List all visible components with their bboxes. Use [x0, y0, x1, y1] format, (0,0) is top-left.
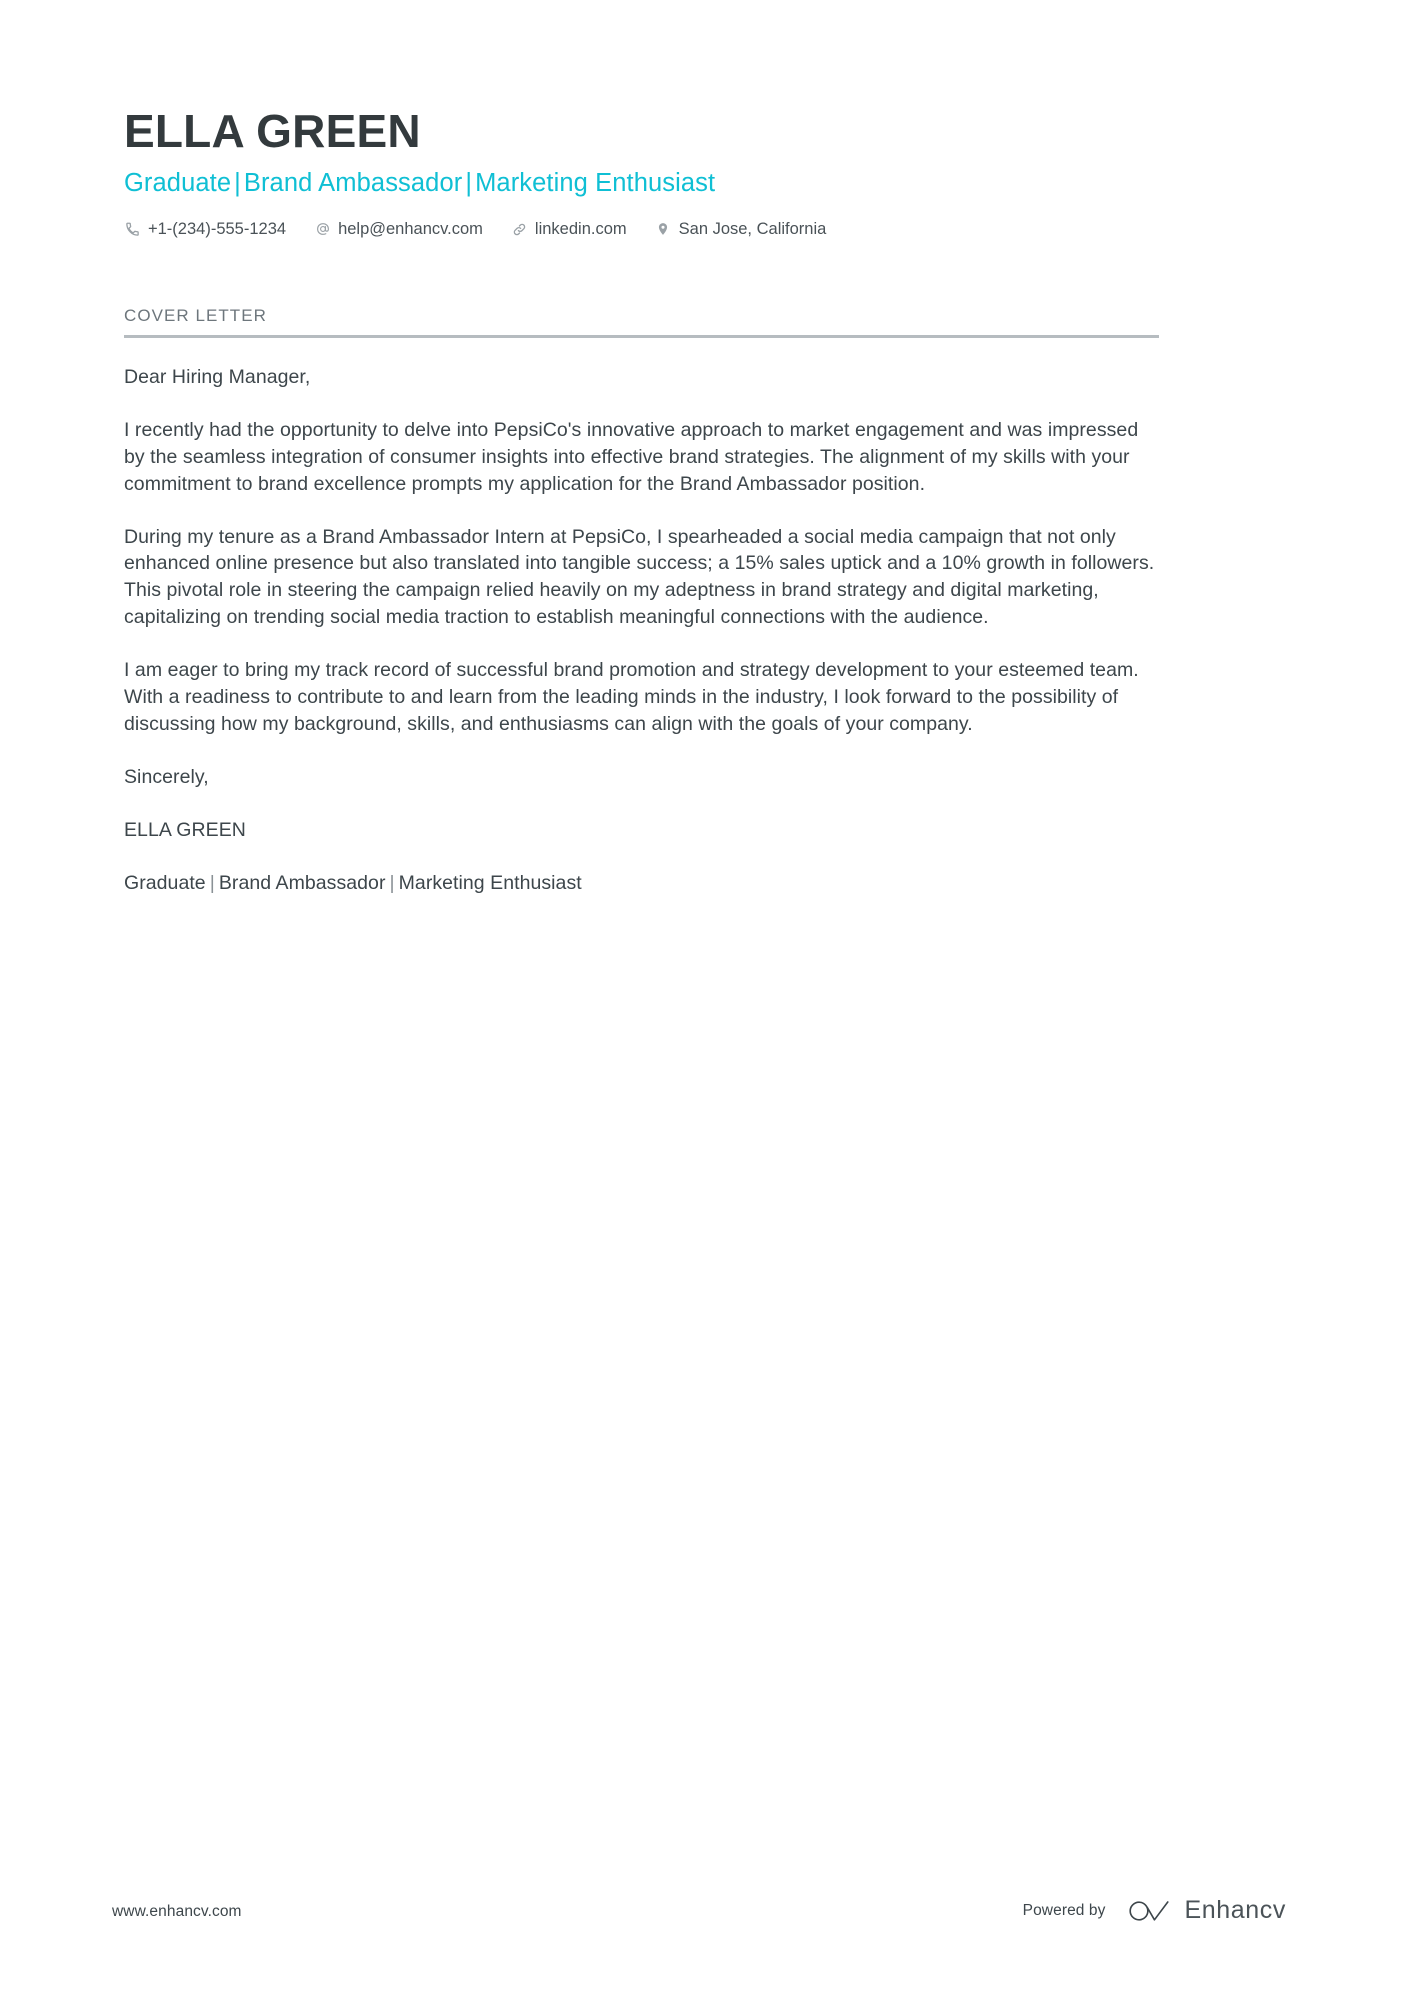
contact-website-value: linkedin.com	[534, 220, 627, 239]
contact-phone-value: +1-(234)-555-1234	[148, 220, 287, 239]
contact-location-value: San Jose, California	[678, 220, 827, 239]
signature-title-part-3: Marketing Enthusiast	[398, 871, 582, 894]
document-footer	[0, 1845, 1410, 1995]
link-icon	[511, 221, 528, 238]
location-pin-icon	[655, 221, 672, 238]
signature-title-separator-1: |	[209, 871, 215, 894]
section-title-cover-letter: COVER LETTER	[124, 305, 267, 325]
letter-signature-name: ELLA GREEN	[124, 818, 246, 841]
enhancv-infinity-logo-icon	[1128, 1898, 1174, 1924]
contact-email[interactable]	[314, 221, 483, 238]
letter-closing: Sincerely,	[124, 765, 209, 788]
contact-phone[interactable]	[124, 221, 286, 238]
letter-signature-title	[124, 870, 1159, 897]
letter-salutation: Dear Hiring Manager,	[124, 365, 311, 388]
contact-location	[655, 221, 827, 238]
candidate-name: ELLA GREEN	[124, 105, 421, 157]
cover-letter-section	[124, 306, 1286, 897]
signature-title-part-1: Graduate	[124, 871, 206, 894]
contact-row	[124, 221, 1286, 238]
resume-header	[124, 0, 1286, 238]
letter-paragraph-1: I recently had the opportunity to delve into PepsiCo's innovative approach to market engagement and was impressed by the seamless integration of consumer insights into effective brand strategies. The alignment of my skills with your commitment to brand excellence prompts my application for the Brand Ambassador position.	[124, 418, 1139, 495]
powered-by-label: Powered by	[1022, 1901, 1106, 1919]
cover-letter-body	[124, 364, 1159, 897]
enhancv-brand-name: Enhancv	[1184, 1896, 1286, 1924]
headline-part-2: Brand Ambassador	[243, 168, 463, 197]
signature-title-part-2: Brand Ambassador	[218, 871, 386, 894]
headline-separator-2: |	[465, 168, 473, 197]
headline-part-3: Marketing Enthusiast	[475, 168, 716, 197]
signature-title-separator-2: |	[389, 871, 395, 894]
letter-paragraph-3: I am eager to bring my track record of successful brand promotion and strategy development to your esteemed team. With a readiness to contribute to and learn from the leading minds in the industry, I look forward to the possibility of discussing how my background, skills, and enthusiasms can align with the goals of your company.	[124, 659, 1139, 735]
letter-paragraph-2: During my tenure as a Brand Ambassador Intern at PepsiCo, I spearheaded a social media campaign that not only enhanced online presence but also translated into tangible success; a 15% sales uptick and a 10% growth in followers. This pivotal role in steering the campaign relied heavily on my adeptness in brand strategy and digital marketing, capitalizing on trending social media traction to establish meaningful connections with the audience.	[124, 525, 1155, 629]
section-divider	[124, 335, 1159, 338]
phone-icon	[124, 221, 141, 238]
headline-part-1: Graduate	[124, 168, 232, 197]
at-email-icon	[314, 221, 331, 238]
footer-website-url[interactable]: www.enhancv.com	[112, 1903, 242, 1920]
contact-website[interactable]	[511, 221, 627, 238]
document-content	[124, 0, 1286, 897]
candidate-headline	[124, 168, 1286, 199]
headline-separator-1: |	[234, 168, 241, 197]
footer-branding	[1023, 1896, 1286, 1925]
contact-email-value: help@enhancv.com	[338, 220, 483, 239]
